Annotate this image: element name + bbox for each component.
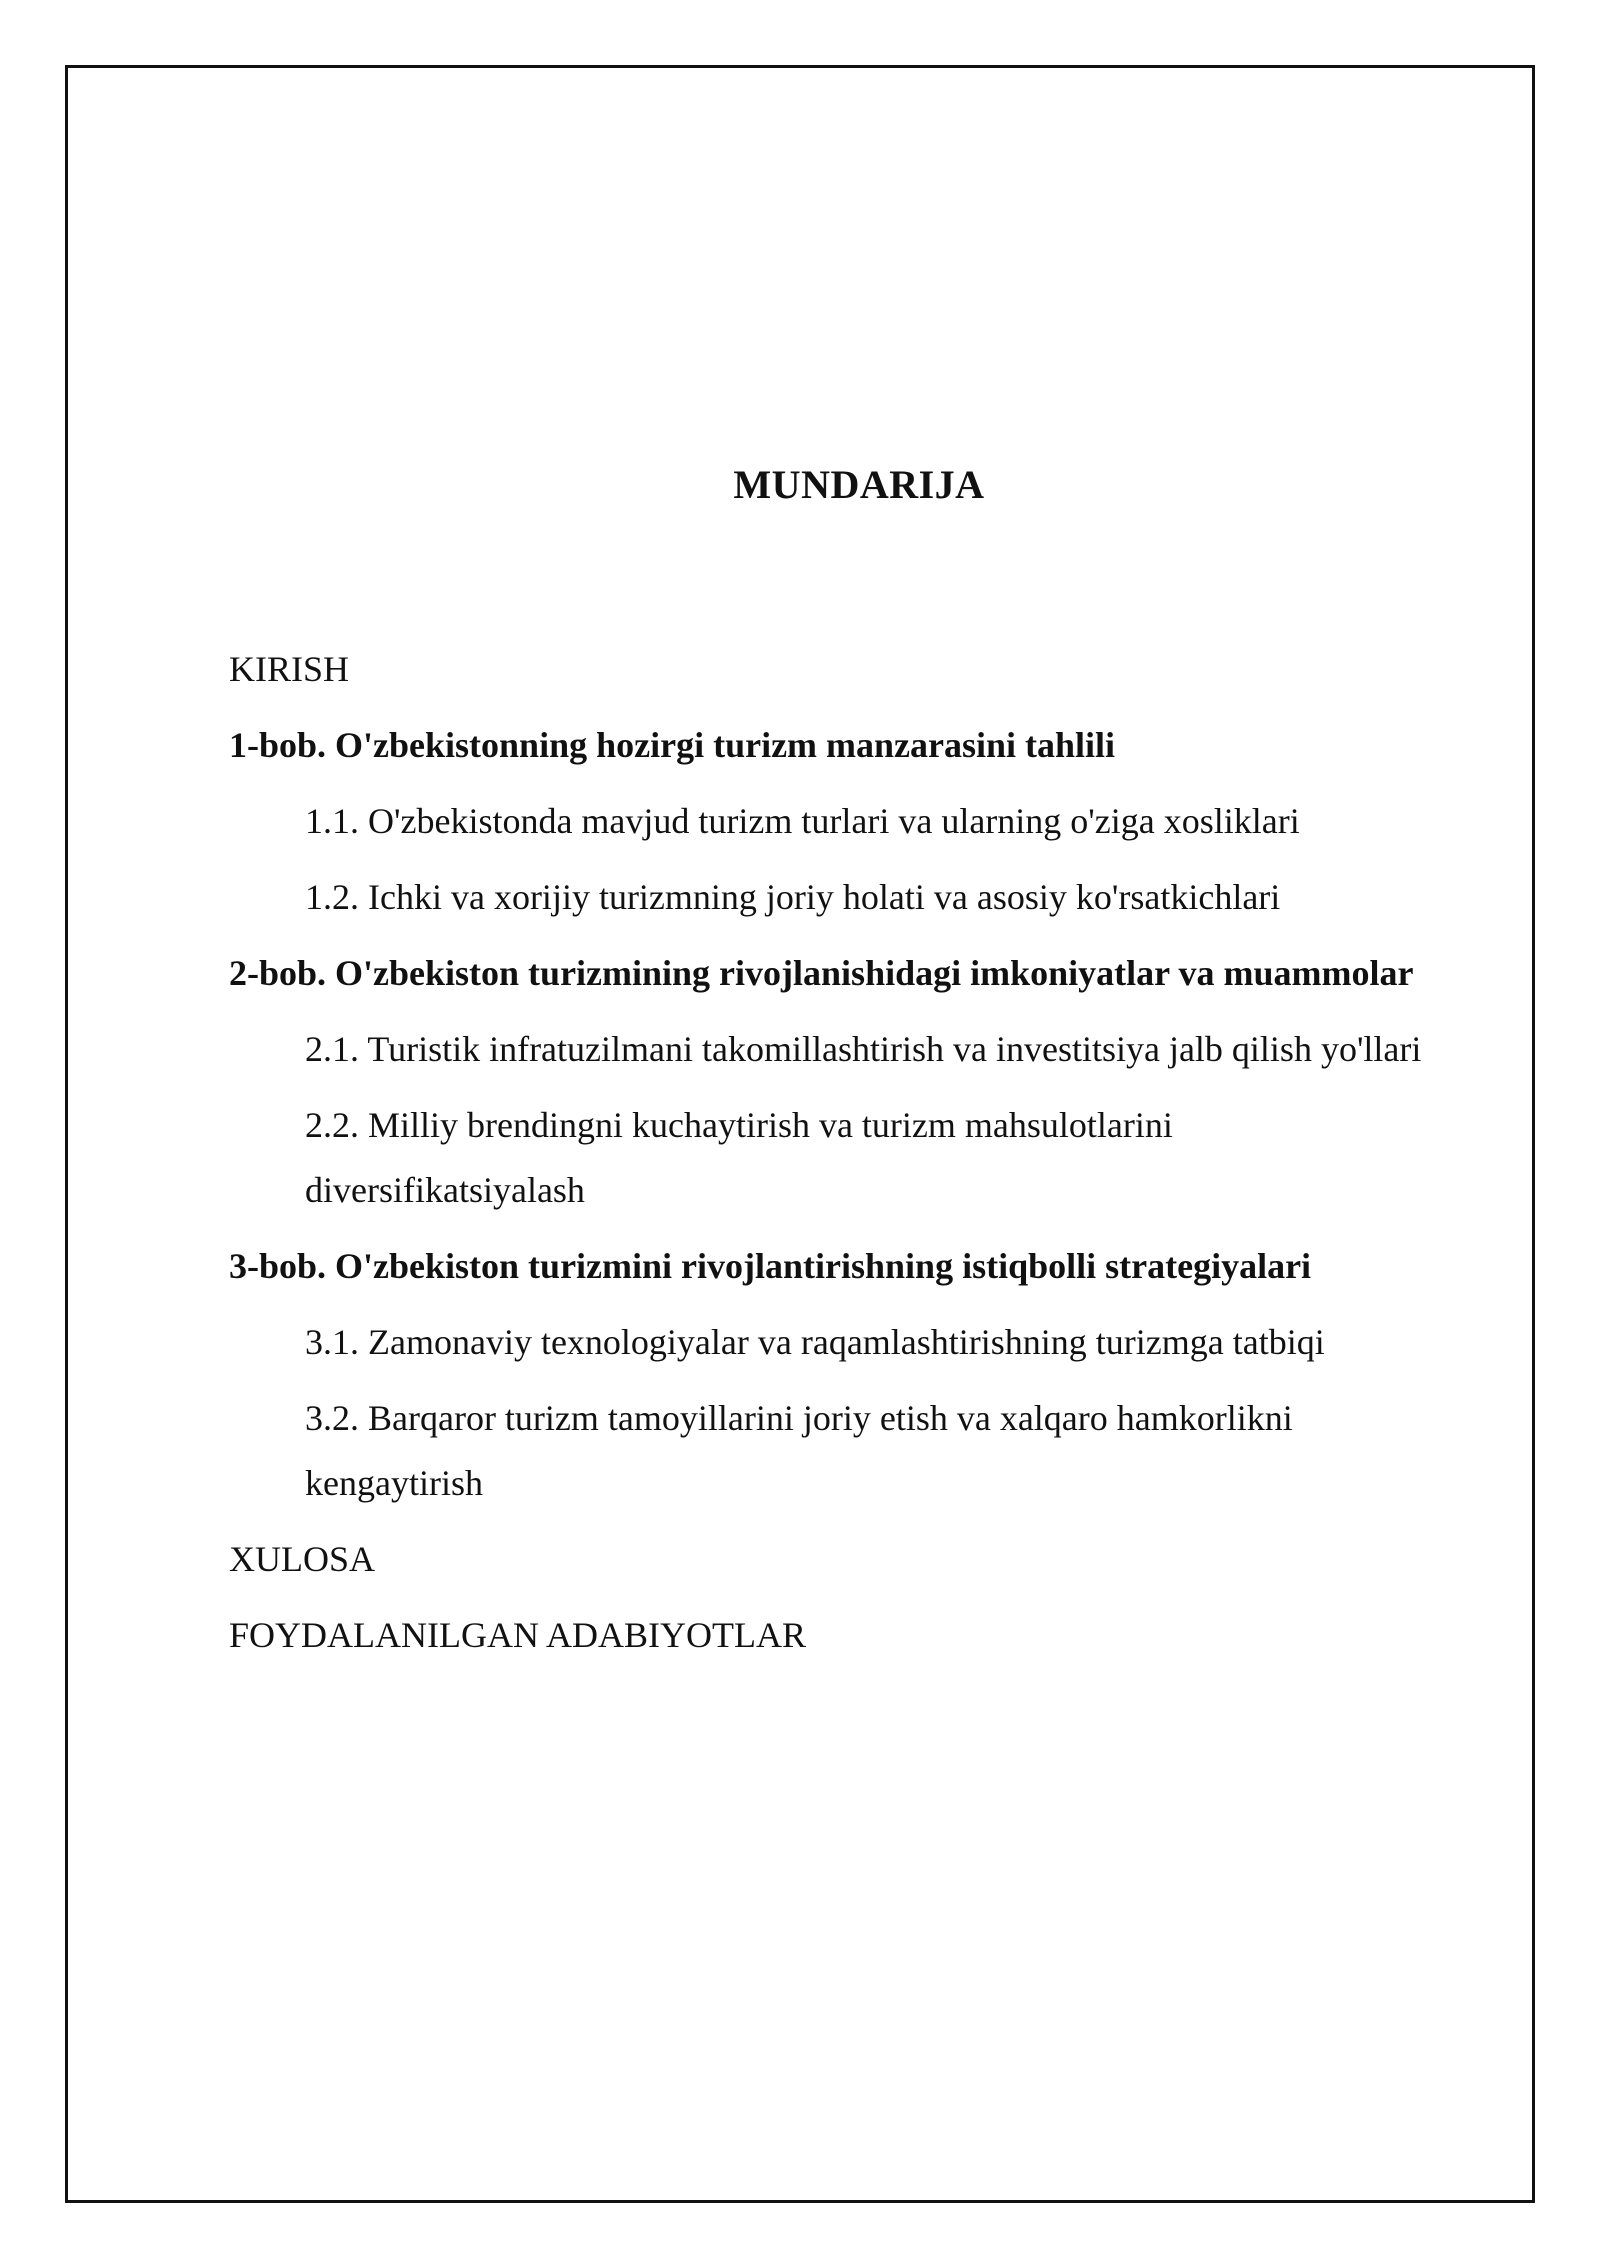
toc-chapter-3: 3-bob. O'zbekiston turizmini rivojlantirishning istiqbolli strategiyalari [229, 1246, 1312, 1286]
toc-subsection-3-1: 3.1. Zamonaviy texnologiyalar va raqamlashtirishning turizmga tatbiqi [305, 1322, 1325, 1362]
toc-chapter-2: 2-bob. O'zbekiston turizmining rivojlanishidagi imkoniyatlar va muammolar [229, 953, 1414, 993]
toc-section-conclusion: XULOSA [229, 1539, 376, 1579]
toc-subsection-3-2 [229, 1386, 1529, 1516]
toc-subsection-1-2: 1.2. Ichki va xorijiy turizmning joriy holati va asosiy ko'rsatkichlari [305, 877, 1281, 917]
toc-section-references: FOYDALANILGAN ADABIYOTLAR [229, 1615, 806, 1655]
toc-subsection-2-2-line-2: diversifikatsiyalash [305, 1170, 585, 1210]
toc-subsection-2-2 [229, 1093, 1529, 1223]
table-of-contents [229, 637, 1529, 1679]
page-title: MUNDARIJA [733, 462, 985, 507]
toc-subsection-1-1: 1.1. O'zbekistonda mavjud turizm turlari va ularning o'ziga xosliklari [305, 801, 1300, 841]
toc-subsection-3-2-line-2: kengaytirish [305, 1463, 483, 1503]
toc-section-introduction: KIRISH [229, 649, 350, 689]
toc-subsection-2-2-line-1: 2.2. Milliy brendingni kuchaytirish va turizm mahsulotlarini [305, 1105, 1173, 1145]
toc-chapter-1: 1-bob. O'zbekistonning hozirgi turizm manzarasini tahlili [229, 725, 1116, 765]
toc-subsection-3-2-line-1: 3.2. Barqaror turizm tamoyillarini joriy etish va xalqaro hamkorlikni [305, 1398, 1293, 1438]
toc-subsection-2-1: 2.1. Turistik infratuzilmani takomillashtirish va investitsiya jalb qilish yo'llari [305, 1029, 1422, 1069]
